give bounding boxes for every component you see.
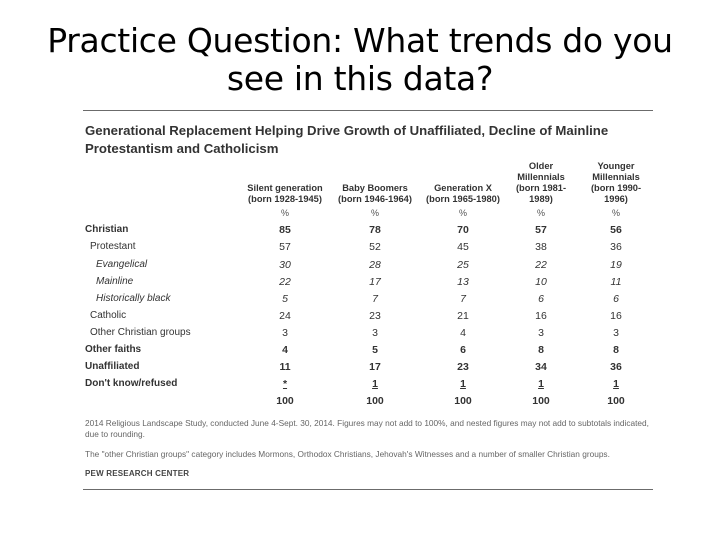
value-cell: 3 (538, 327, 544, 339)
slide-title (0, 22, 720, 98)
row-label: Don't know/refused (85, 378, 178, 389)
value-cell: 30 (279, 259, 291, 271)
value-cell: 1 (538, 378, 544, 390)
value-cell: 7 (372, 293, 378, 305)
percent-unit-label: % (458, 208, 467, 218)
value-cell: 28 (369, 259, 381, 271)
value-cell: 1 (460, 378, 466, 390)
total-cell: 100 (366, 395, 384, 407)
value-cell: 23 (457, 361, 469, 373)
survey-note: 2014 Religious Landscape Study, conducted June 4-Sept. 30, 2014. Figures may not add to 100%, and nested figures may not add to subtotals indicated, due to rounding. (85, 418, 649, 439)
percent-unit-label: % (611, 208, 620, 218)
bottom-divider (83, 489, 653, 490)
value-cell: 8 (538, 344, 544, 356)
value-cell: 25 (457, 259, 469, 271)
value-cell: 13 (457, 276, 469, 288)
column-header: Baby Boomers (born 1946-1964) (338, 183, 412, 204)
value-cell: 57 (535, 224, 547, 236)
value-cell: 22 (535, 259, 547, 271)
column-header: Older Millennials (born 1981- 1989) (515, 161, 567, 204)
value-cell: 19 (610, 259, 622, 271)
total-cell: 100 (276, 395, 294, 407)
slide-title-line-2: see in this data? (226, 59, 494, 98)
value-cell: 23 (369, 310, 381, 322)
value-cell: 16 (535, 310, 547, 322)
value-cell: 57 (279, 241, 291, 253)
value-cell: 3 (372, 327, 378, 339)
value-cell: 7 (460, 293, 466, 305)
percent-unit-label: % (536, 208, 545, 218)
category-note: The "other Christian groups" category includes Mormons, Orthodox Christians, Jehovah's Witnesses and a number of smaller Christian groups. (85, 449, 610, 459)
value-cell: 36 (610, 361, 622, 373)
figure-title-line-2: Protestantism and Catholicism (85, 141, 279, 156)
value-cell: 6 (613, 293, 619, 305)
figure-title-line-1: Generational Replacement Helping Drive Growth of Unaffiliated, Decline of Mainline (85, 123, 609, 138)
value-cell: 4 (282, 344, 288, 356)
value-cell: * (282, 378, 288, 390)
row-label: Other Christian groups (90, 327, 191, 338)
row-label: Unaffiliated (85, 361, 140, 372)
value-cell: 52 (369, 241, 381, 253)
value-cell: 38 (535, 241, 547, 253)
row-label: Christian (85, 224, 129, 235)
column-header: Silent generation (born 1928-1945) (247, 183, 323, 204)
source-credit: PEW RESEARCH CENTER (85, 469, 190, 478)
value-cell: 11 (279, 361, 291, 373)
value-cell: 36 (610, 241, 622, 253)
value-cell: 17 (369, 361, 381, 373)
row-label: Evangelical (96, 259, 148, 270)
column-header: Generation X (born 1965-1980) (426, 183, 500, 204)
value-cell: 5 (372, 344, 378, 356)
value-cell: 8 (613, 344, 619, 356)
value-cell: 1 (372, 378, 378, 390)
total-cell: 100 (607, 395, 625, 407)
top-divider (83, 110, 653, 111)
value-cell: 85 (279, 224, 291, 236)
value-cell: 3 (613, 327, 619, 339)
total-cell: 100 (454, 395, 472, 407)
value-cell: 4 (460, 327, 466, 339)
percent-unit-label: % (280, 208, 289, 218)
slide-title-line-1: Practice Question: What trends do you (47, 21, 673, 60)
value-cell: 3 (282, 327, 288, 339)
value-cell: 34 (535, 361, 547, 373)
percent-unit-label: % (370, 208, 379, 218)
value-cell: 16 (610, 310, 622, 322)
value-cell: 6 (460, 344, 466, 356)
value-cell: 22 (279, 276, 291, 288)
row-label: Historically black (96, 293, 171, 304)
value-cell: 5 (282, 293, 288, 305)
row-label: Other faiths (85, 344, 142, 355)
value-cell: 11 (610, 276, 622, 288)
row-label: Catholic (90, 310, 127, 321)
row-label: Mainline (96, 276, 134, 287)
figure-title (85, 122, 665, 158)
value-cell: 70 (457, 224, 469, 236)
value-cell: 17 (369, 276, 381, 288)
value-cell: 21 (457, 310, 469, 322)
value-cell: 6 (538, 293, 544, 305)
value-cell: 78 (369, 224, 381, 236)
value-cell: 56 (610, 224, 622, 236)
row-label: Protestant (90, 241, 136, 252)
value-cell: 24 (279, 310, 291, 322)
value-cell: 45 (457, 241, 469, 253)
column-header: Younger Millennials (born 1990- 1996) (590, 161, 642, 204)
total-cell: 100 (532, 395, 550, 407)
value-cell: 1 (613, 378, 619, 390)
value-cell: 10 (535, 276, 547, 288)
